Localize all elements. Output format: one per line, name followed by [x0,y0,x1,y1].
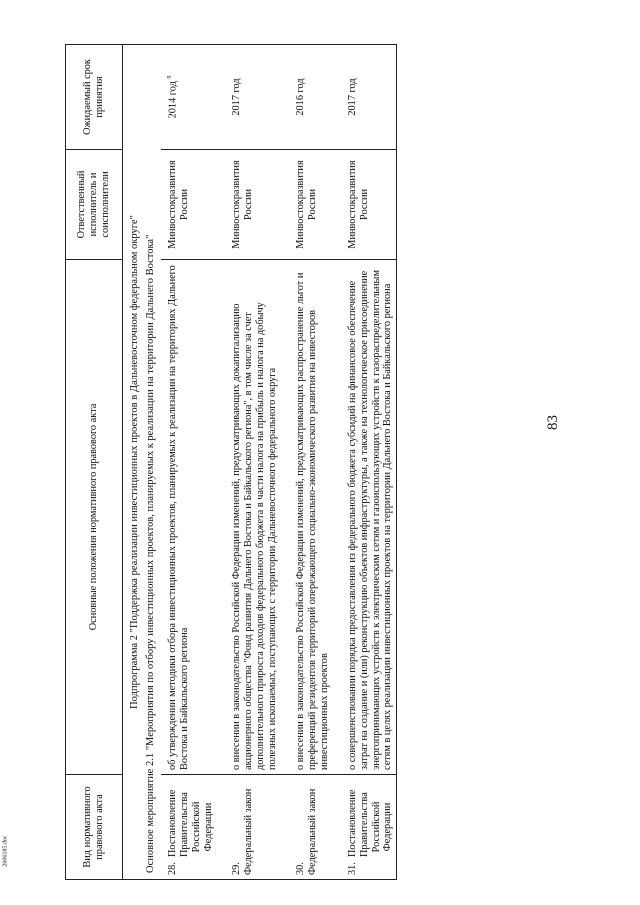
header-responsible: Ответственный исполнитель и соисполнители [66,150,123,260]
act-provisions: о совершенствовании порядка предоставления из федерального бюджета субсидий на финансовое обеспечение затрат на создание и (или) реконструкцию объектов инфраструктуры, а также на технологическое присоединение энергопринимающих устройств к электрическим сетям и газоиспользующих устройств к газораспределительным сетям в целях реализации инвестиционных проектов на территории Дальнего Востока и Байкальского региона [341,260,397,775]
row-number: 28. [167,862,179,875]
page-number: 83 [545,415,561,430]
document-page [65,45,525,880]
act-responsible: Минвостокразвития России [341,150,397,260]
act-term: 2016 год [289,45,333,150]
act-type-cell [225,775,281,880]
measure-title: Основное мероприятие 2.1 "Мероприятия по отбору инвестиционных проектов, планируемых к реализации на территории Дальнего Востока" [143,45,161,880]
act-term-cell [161,45,217,150]
act-type: Постановление Правительства Российской Федерации [167,789,215,857]
act-responsible: Минвостокразвития России [225,150,281,260]
act-provisions: о внесении в законодательство Российской Федерации изменений, предусматривающих докапитализацию акционерного общества "Фонд развития Дальнего Востока и Байкальского региона", в том числе за счет дополнительного прироста доходов федерального бюджета в части налога на прибыль и налога на добычу полезных ископаемых, поступающих с территории Дальневосточного федерального округа [225,260,281,775]
act-responsible: Минвостокразвития России [161,150,217,260]
table-row [161,45,217,880]
header-term: Ожидаемый срок принятия [66,45,123,150]
table-row [225,45,281,880]
header-provisions: Основные положения нормативного правового акта [66,260,123,775]
row-number: 30. [294,862,306,875]
rotated-table-area [65,45,525,880]
act-type-cell [341,775,397,880]
table-row [341,45,397,880]
normative-acts-table [65,44,397,880]
act-type-cell [289,775,333,880]
measure-row [143,45,161,880]
act-provisions: об утверждении методики отбора инвестиционных проектов, планируемых к реализации на территориях Дальнего Востока и Байкальского региона [161,260,217,775]
act-type: Постановление Правительства Российской Федерации [346,789,394,857]
subprogram-title: Подпрограмма 2 "Поддержка реализации инвестиционных проектов в Дальневосточном федеральном округе" [123,45,144,880]
header-type: Вид нормативного правового акта [66,775,123,880]
act-term: 2017 год [341,45,397,150]
act-term: 2014 год [167,81,179,119]
table-header-row [66,45,123,880]
footnote-marker: 9 [167,75,174,79]
subprogram-row [123,45,144,880]
act-type-cell [161,775,217,880]
act-type: Федеральный закон [243,788,255,875]
act-responsible: Минвостокразвития России [289,150,333,260]
act-type: Федеральный закон [306,788,318,875]
row-number: 31. [346,862,358,875]
table-row [289,45,333,880]
act-provisions: о внесении в законодательство Российской Федерации изменений, предусматривающих распространение льгот и преференций резидентов территорий опережающего социально-экономического развития на инвесторов инвестиционных проектов [289,260,333,775]
footer-code: 2606185.doc [2,835,9,867]
row-number: 29. [231,862,243,875]
act-term: 2017 год [225,45,281,150]
